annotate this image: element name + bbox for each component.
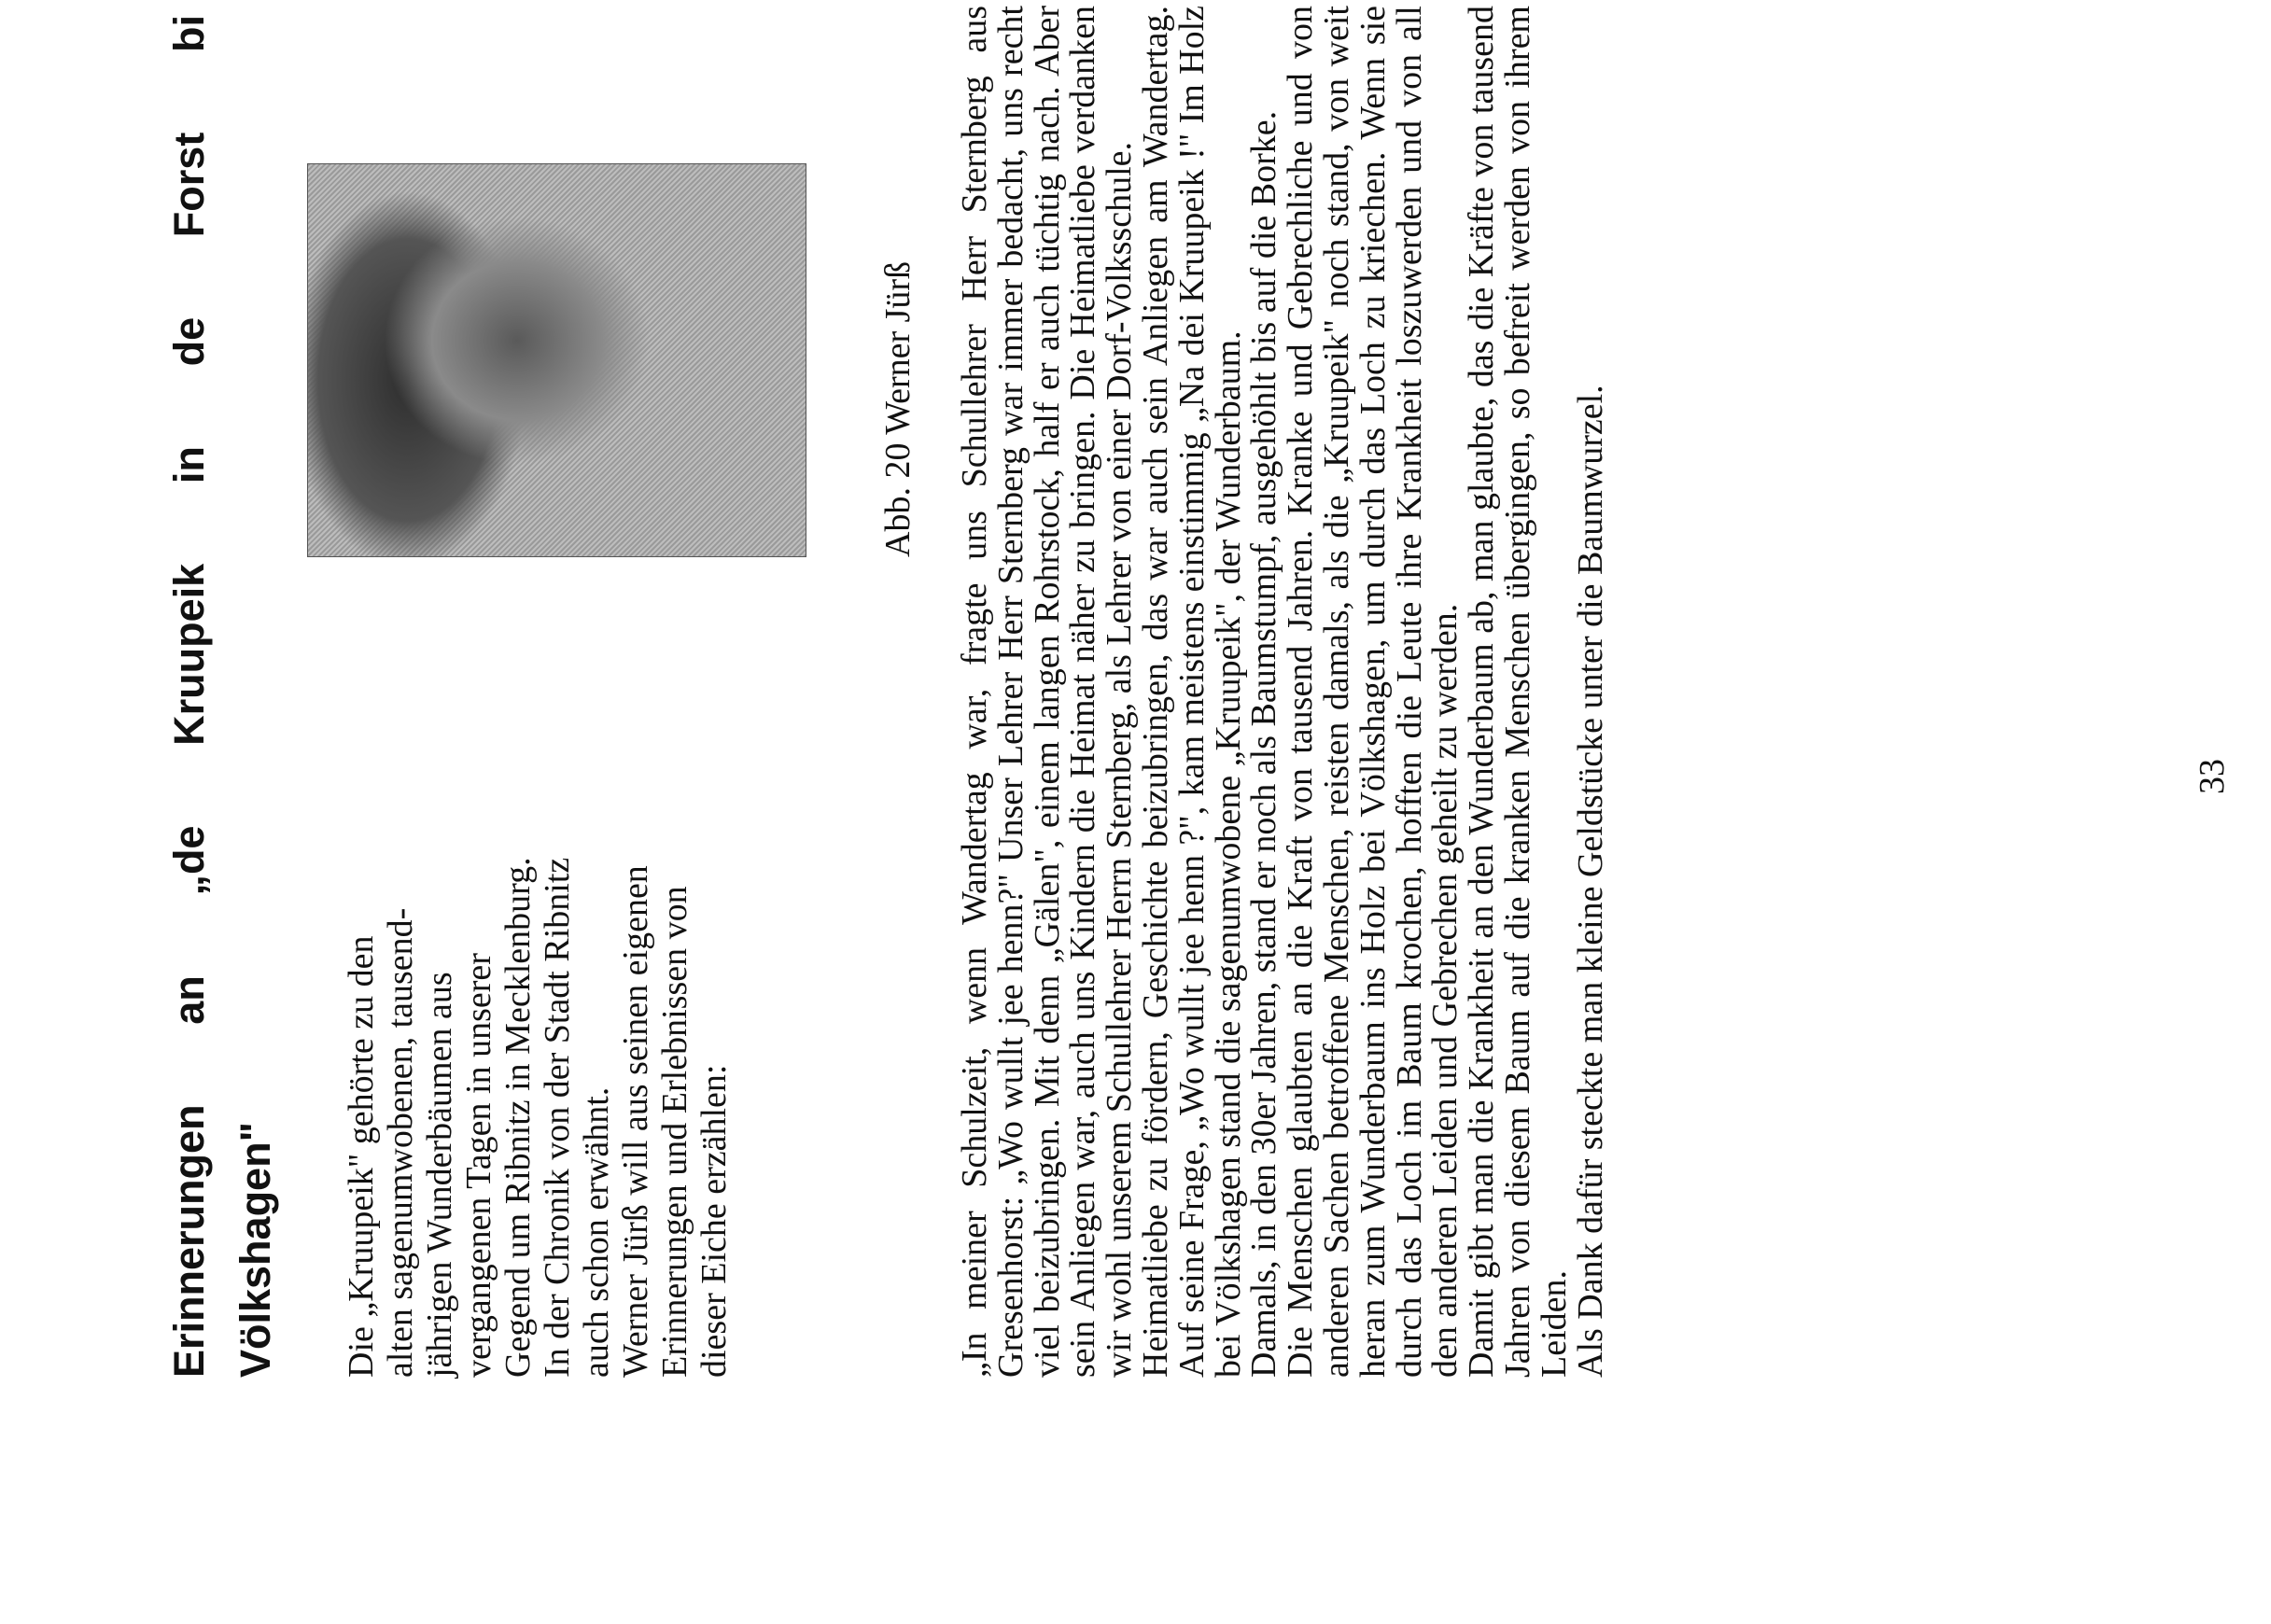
body-paragraph: Damals, in den 30er Jahren, stand er noch als Baumstumpf, ausgehöhlt bis auf die Borke. [1244,110,1284,1378]
article-title: Erinnerungen an „de Kruupeik in de Forst bi [165,15,213,1378]
body-paragraph: „In meiner Schulzeit, wenn Wandertag war, fragte uns Schullehrer Herr Sternberg aus Gresenhorst: „Wo wullt jee henn?" Unser Lehrer Herr Sternberg war immer bedacht, uns recht viel beizubringen. Mit denn „Gälen", einem langen Rohrstock, half er auch tüchtig nach. Aber sein Anliegen war, auch uns Kindern die Heimat näher zu bringen. Die Heimatliebe verdanken wir wohl unserem Schullehrer Herrn Sternberg, als Lehrer von einer Dorf-Volksschule. [955,6,1140,1378]
intro-line: Gegend um Ribnitz in Mecklenburg. [498,857,538,1378]
body-paragraph: Als Dank dafür steckte man kleine Geldstücke unter die Baumwurzel. [1570,385,1610,1378]
photo-caption: Abb. 20 Werner Jürß [878,260,918,557]
portrait-photo [307,163,806,557]
article-title-continued: Völkshagen" [231,1122,279,1378]
body-paragraph: Heimatliebe zu fördern, Geschichte beizubringen, das war auch sein Anliegen am Wandertag. Auf seine Frage, „Wo wullt jee henn ?", kam meistens einstimmig „Na dei Kruupeik !" Im Holz bei Völkshagen stand die sagenumwobene „Kruupeik", der Wunderbaum. [1135,6,1248,1378]
intro-line: jährigen Wunderbäumen aus [420,972,459,1378]
intro-line: Werner Jürß will aus seinen eigenen [616,865,655,1378]
intro-line: Die „Kruupeik" gehörte zu den [342,935,381,1378]
body-paragraph: Damit gibt man die Krankheit an den Wunderbaum ab, man glaubte, das die Kräfte von tausend Jahren von diesem Baum auf die kranken Menschen übergingen, so befreit werden von ihrem Leiden. [1462,6,1574,1378]
intro-line: dieser Eiche erzählen: [694,1064,734,1378]
article-body [957,6,1608,1378]
intro-paragraph [342,818,734,1378]
intro-line: auch schon erwähnt. [577,1086,616,1378]
intro-line: alten sagenumwobenen, tausend- [381,907,420,1378]
intro-line: vergangenen Tagen in unserer [459,953,498,1378]
intro-line: In der Chronik von der Stadt Ribnitz [538,857,577,1378]
page-number: 33 [2193,759,2232,794]
intro-line: Erinnerungen und Erlebnissen von [655,886,694,1378]
body-paragraph: Die Menschen glaubten an die Kraft von tausend Jahren. Kranke und Gebrechliche und von anderen Sachen betroffene Menschen, reisten damals, als die „Kruupeik" noch stand, von weit heran zum Wunderbaum ins Holz bei Völkshagen, um durch das Loch zu kriechen. Wenn sie durch das Loch im Baum krochen, hofften die Leute ihre Krankheit loszuwerden und von all den anderen Leiden und Gebrechen geheilt zu werden. [1281,6,1465,1378]
